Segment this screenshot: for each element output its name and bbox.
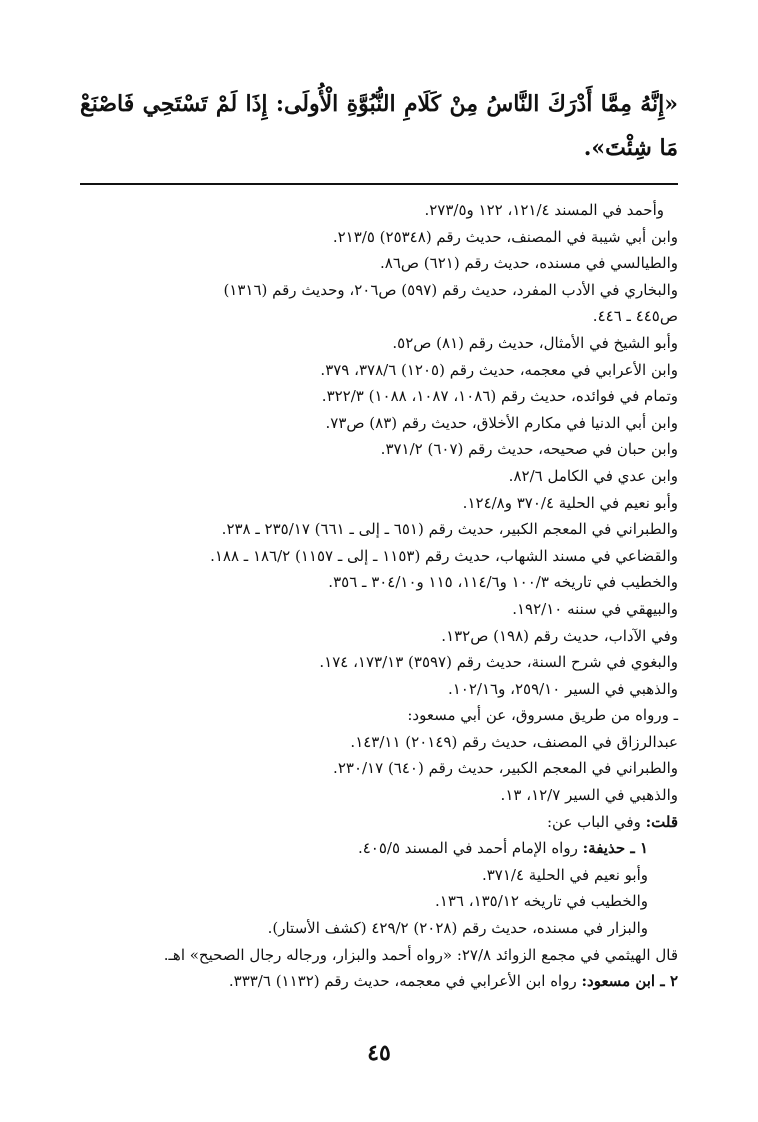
page-number: ٤٥	[367, 1040, 391, 1066]
companion-heading: ٢ ـ ابن مسعود:	[581, 972, 678, 991]
footnote-line: والخطيب في تاريخه ١٠٠/٣ و١١٤/٦، ١١٥ و٣٠٤/١٠ ـ ٣٥٦.	[328, 573, 678, 592]
footnote-line: عبدالرزاق في المصنف، حديث رقم (٢٠١٤٩) ١٤٣/١١.	[350, 732, 678, 751]
footnote-line: وأبو الشيخ في الأمثال، حديث رقم (٨١) ص٥٢.	[392, 333, 678, 352]
companion-heading: ١ ـ حذيفة:	[582, 839, 648, 858]
footnote-line: والطيالسي في مسنده، حديث رقم (٦٢١) ص٨٦.	[379, 254, 678, 273]
footnote-line: قال الهيثمي في مجمع الزوائد ٢٧/٨: «رواه أحمد والبزار، ورجاله رجال الصحيح» اهـ.	[163, 945, 678, 964]
footnote-line: والبزار في مسنده، حديث رقم (٢٠٢٨) ٤٢٩/٢ (كشف الأستار).	[267, 919, 648, 938]
footnote-line: ٢ ـ ابن مسعود: رواه ابن الأعرابي في معجمه، حديث رقم (١١٣٢) ٣٣٣/٦.	[228, 972, 678, 991]
footnote-line: قلت: وفي الباب عن:	[546, 812, 678, 831]
footnote-line: وابن حبان في صحيحه، حديث رقم (٦٠٧) ٣٧١/٢.	[380, 440, 678, 459]
footnote-line: والذهبي في السير ٢٥٩/١٠، و١٠٢/١٦.	[447, 679, 678, 698]
footnotes	[80, 197, 678, 995]
note-heading: قلت:	[645, 812, 678, 831]
footnote-line: وأبو نعيم في الحلية ٣٧٠/٤ و١٢٤/٨.	[462, 493, 678, 512]
footnote-line: ١ ـ حذيفة: رواه الإمام أحمد في المسند ٤٠٥/٥.	[357, 839, 648, 858]
footnote-line: ص٤٤٥ ـ ٤٤٦.	[592, 307, 678, 326]
footnote-line: والبخاري في الأدب المفرد، حديث رقم (٥٩٧) ص٢٠٦، وحديث رقم (١٣١٦)	[223, 280, 678, 299]
footnote-line: وابن أبي الدنيا في مكارم الأخلاق، حديث رقم (٨٣) ص٧٣.	[325, 413, 678, 432]
footnote-line: وتمام في فوائده، حديث رقم (١٠٨٦، ١٠٨٧، ١٠٨٨) ٣٢٢/٣.	[321, 387, 678, 406]
footnote-line: وابن أبي شيبة في المصنف، حديث رقم (٢٥٣٤٨) ٢١٣/٥.	[332, 227, 678, 246]
footnote-line: والطبراني في المعجم الكبير، حديث رقم (٦٤٠) ٢٣٠/١٧.	[333, 759, 678, 778]
footnote-line: وفي الآداب، حديث رقم (١٩٨) ص١٣٢.	[441, 626, 678, 645]
footnote-line: والبغوي في شرح السنة، حديث رقم (٣٥٩٧) ١٧٣/١٣، ١٧٤.	[319, 653, 678, 672]
footnote-line: وابن عدي في الكامل ٨٢/٦.	[508, 466, 678, 485]
footnote-line: ـ ورواه من طريق مسروق، عن أبي مسعود:	[407, 706, 678, 725]
footnote-separator	[80, 183, 678, 185]
footnote-line: وأبو نعيم في الحلية ٣٧١/٤.	[481, 865, 648, 884]
footnote-line: وأحمد في المسند ١٢١/٤، ١٢٢ و٢٧٣/٥.	[424, 201, 664, 219]
footnote-line: والخطيب في تاريخه ١٣٥/١٢، ١٣٦.	[435, 892, 648, 911]
footnote-line: وابن الأعرابي في معجمه، حديث رقم (١٢٠٥) ٣٧٨/٦، ٣٧٩.	[320, 360, 678, 379]
footnote-line: والذهبي في السير ١٢/٧، ١٣.	[500, 786, 678, 805]
hadith-quote: «إِنَّهُ مِمَّا أَدْرَكَ النَّاسُ مِنْ كَلَامِ النُّبُوَّةِ الْأُولَى: إِذَا لَمْ تَسْتَحِي فَاصْنَعْ مَا شِئْتَ».	[80, 91, 678, 161]
footnote-line: والطبراني في المعجم الكبير، حديث رقم (٦٥١ ـ إلى ـ ٦٦١) ٢٣٥/١٧ ـ ٢٣٨.	[221, 520, 678, 539]
footnote-line: والقضاعي في مسند الشهاب، حديث رقم (١١٥٣ ـ إلى ـ ١١٥٧) ١٨٦/٢ ـ ١٨٨.	[210, 546, 678, 565]
footnote-line: والبيهقي في سننه ١٩٢/١٠.	[512, 599, 678, 618]
